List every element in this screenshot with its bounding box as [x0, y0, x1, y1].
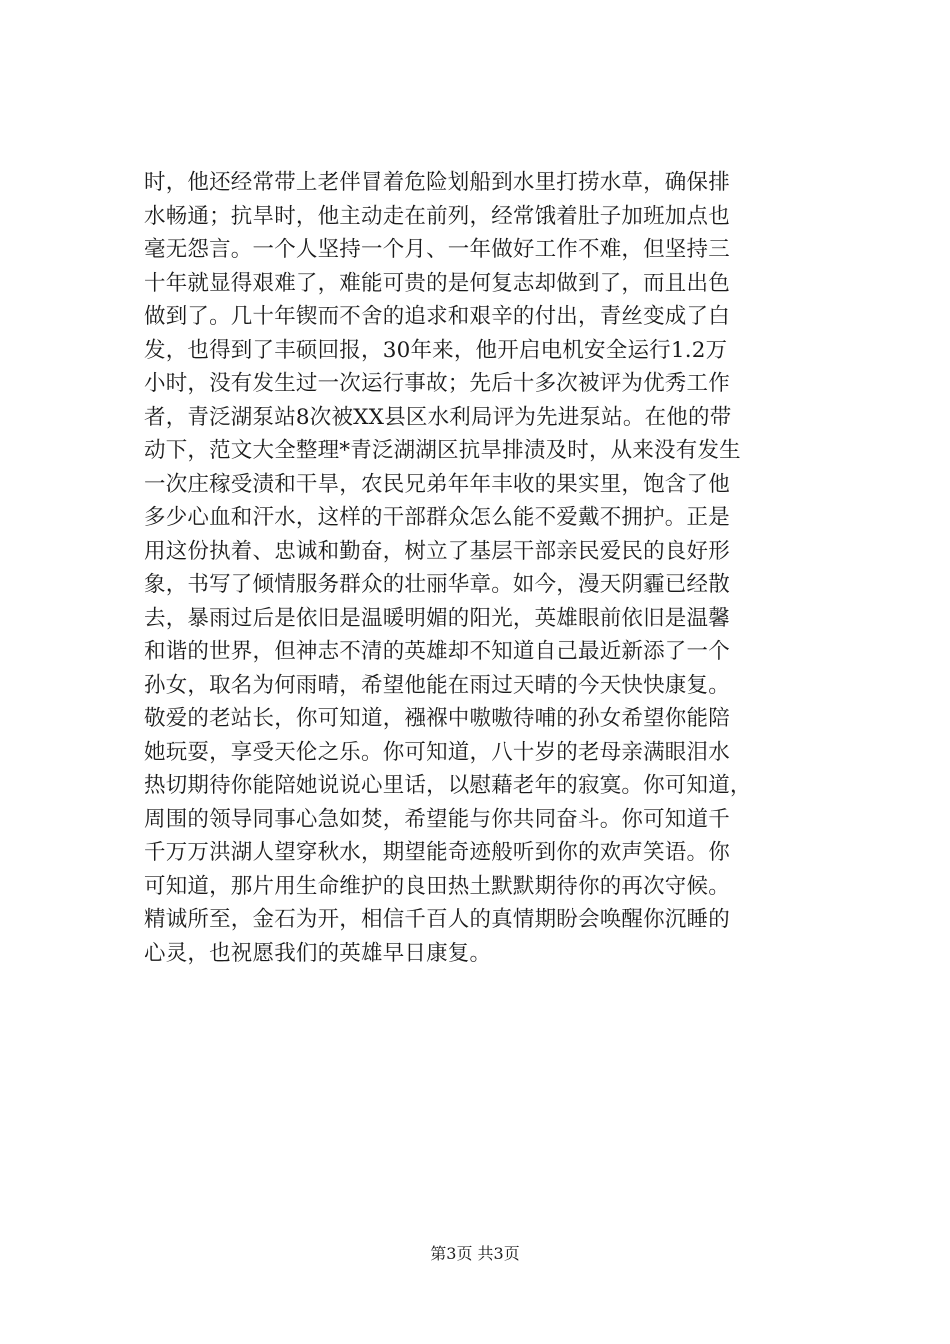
text-line: 用这份执着、忠诚和勤奋，树立了基层干部亲民爱民的良好形 — [144, 538, 730, 564]
text-line: 她玩耍，享受天伦之乐。你可知道，八十岁的老母亲满眼泪水 — [144, 739, 730, 765]
text-line: 心灵，也祝愿我们的英雄早日康复。 — [144, 940, 492, 966]
text-line: 做到了。几十年锲而不舍的追求和艰辛的付出，青丝变成了白 — [144, 304, 730, 329]
body-text — [144, 166, 808, 970]
text-line: 动下，范文大全整理*青泛湖湖区抗旱排渍及时，从来没有发生 — [144, 438, 741, 463]
text-line: 热切期待你能陪她说说心里话，以慰藉老年的寂寞。你可知道， — [144, 773, 752, 798]
text-line: 去，暴雨过后是依旧是温暖明媚的阳光，英雄眼前依旧是温馨 — [144, 605, 730, 631]
text-line: 敬爱的老站长，你可知道，襁褓中嗷嗷待哺的孙女希望你能陪 — [144, 706, 730, 731]
text-line: 发，也得到了丰硕回报，30年来，他开启电机安全运行1.2万 — [144, 337, 728, 363]
text-line: 十年就显得艰难了，难能可贵的是何复志却做到了，而且出色 — [144, 270, 730, 296]
text-line: 水畅通；抗旱时，他主动走在前列，经常饿着肚子加班加点也 — [144, 203, 730, 229]
text-line: 多少心血和汗水，这样的干部群众怎么能不爱戴不拥护。正是 — [144, 505, 730, 530]
text-line: 和谐的世界，但神志不清的英雄却不知道自己最近新添了一个 — [144, 639, 730, 664]
text-line: 象，书写了倾情服务群众的壮丽华章。如今，漫天阴霾已经散 — [144, 572, 730, 597]
page-number-footer: 第3页 共3页 — [430, 1244, 520, 1263]
text-line: 周围的领导同事心急如焚，希望能与你共同奋斗。你可知道千 — [144, 806, 730, 832]
text-line: 可知道，那片用生命维护的良田热土默默期待你的再次守候。 — [144, 873, 730, 899]
text-line: 者，青泛湖泵站8次被XX县区水利局评为先进泵站。在他的带 — [144, 404, 732, 430]
text-line: 精诚所至，金石为开，相信千百人的真情期盼会唤醒你沉睡的 — [144, 907, 730, 932]
text-line: 时，他还经常带上老伴冒着危险划船到水里打捞水草，确保排 — [144, 170, 730, 195]
text-line: 毫无怨言。一个人坚持一个月、一年做好工作不难，但坚持三 — [144, 237, 730, 262]
text-line: 一次庄稼受渍和干旱，农民兄弟年年丰收的果实里，饱含了他 — [144, 471, 730, 497]
text-line: 小时，没有发生过一次运行事故；先后十多次被评为优秀工作 — [144, 371, 730, 396]
text-line: 千万万洪湖人望穿秋水，期望能奇迹般听到你的欢声笑语。你 — [144, 840, 730, 865]
text-line: 孙女，取名为何雨晴，希望他能在雨过天晴的今天快快康复。 — [144, 672, 730, 698]
